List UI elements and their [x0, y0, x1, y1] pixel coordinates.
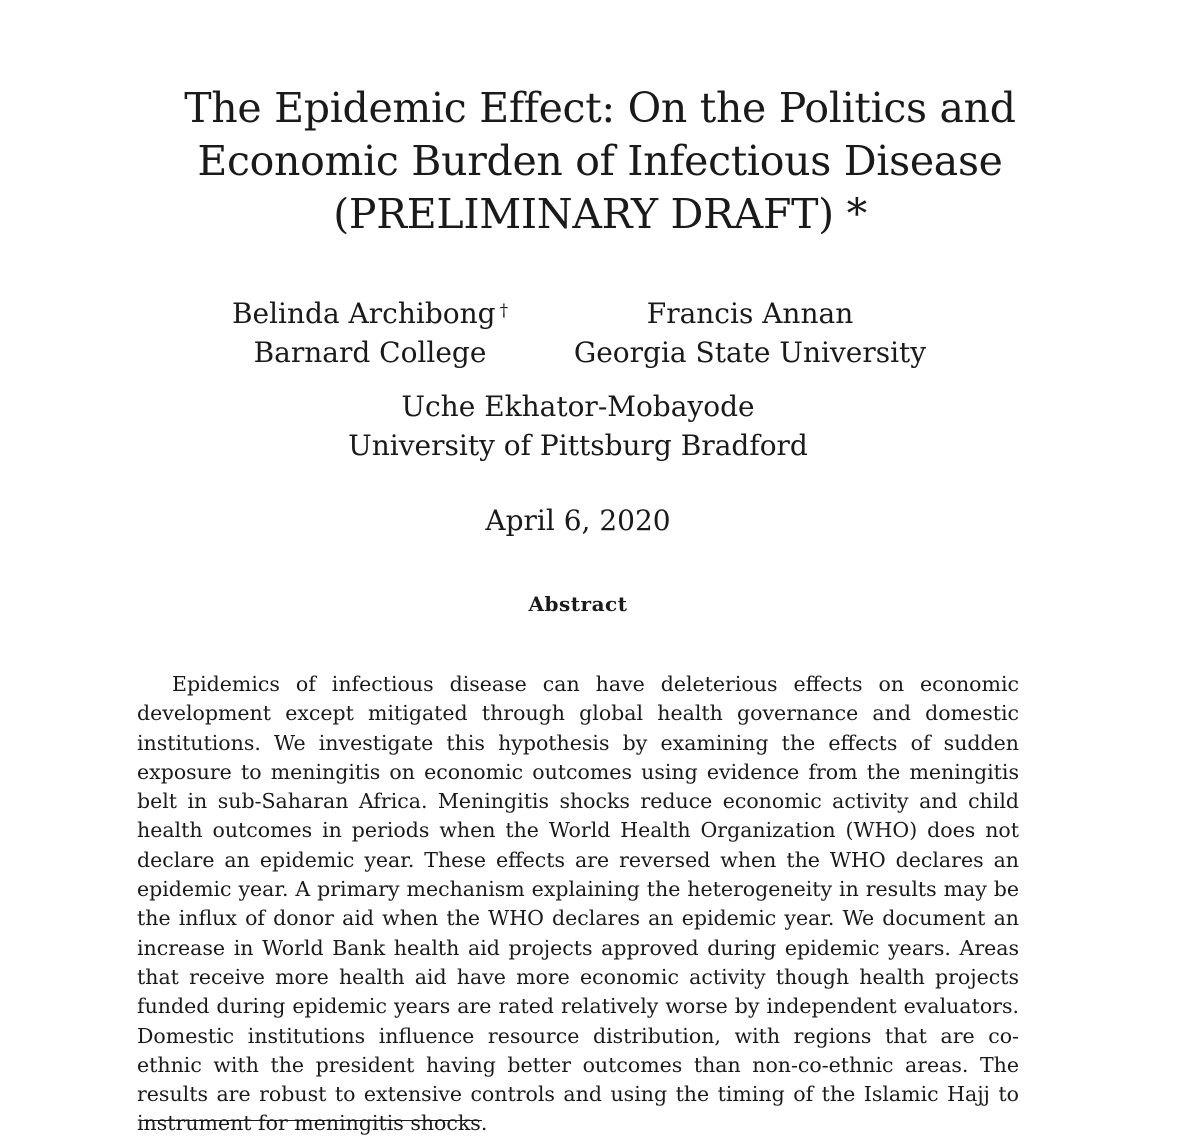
author-name [560, 294, 940, 333]
author-affiliation: Barnard College [253, 336, 487, 369]
author-name-text: Uche Ekhator-Mobayode [401, 390, 755, 423]
author-affiliation: Georgia State University [573, 336, 927, 369]
abstract-body: Epidemics of infectious disease can have deleterious effects on economic development except mitigated through global health governance and domestic institutions. We investigate this hypothesis by examining the effects of sudden exposure to meningitis on economic outcomes using evidence from the meningitis belt in sub-Saharan Africa. Meningitis shocks reduce economic activity and child health outcomes in periods when the World Health Organization (WHO) does not declare an epidemic year. These effects are reversed when the WHO declares an epidemic year. A primary mechanism explaining the heterogeneity in results may be the influx of donor aid when the WHO declares an epidemic year. We document an increase in World Bank health aid projects approved during epidemic years. Areas that receive more health aid have more economic activity though health projects funded during epidemic years are rated relatively worse by independent evaluators. Domestic institutions influence resource distribution, with regions that are co-ethnic with the president having better outcomes than non-co-ethnic areas. The results are robust to extensive controls and using the timing of the Islamic Hajj to instrument for meningitis shocks. [137, 672, 1019, 1136]
footnote-mark: † [499, 301, 509, 321]
author-name [330, 387, 826, 426]
author-affiliation: University of Pittsburg Bradford [348, 429, 808, 462]
author-block-annan [560, 294, 940, 372]
author-block-archibong [220, 294, 520, 372]
abstract-heading: Abstract [528, 592, 628, 616]
paper-title: The Epidemic Effect: On the Politics and Economic Burden of Infectious Disease (PRELIMINARY DRAFT) * [184, 84, 1016, 238]
author-name-text: Francis Annan [646, 297, 854, 330]
footnote-rule [140, 1120, 482, 1121]
author-name [220, 294, 520, 333]
paper-date: April 6, 2020 [485, 504, 671, 537]
author-name-text: Belinda Archibong [231, 297, 496, 330]
author-block-ekhator-mobayode [330, 387, 826, 465]
